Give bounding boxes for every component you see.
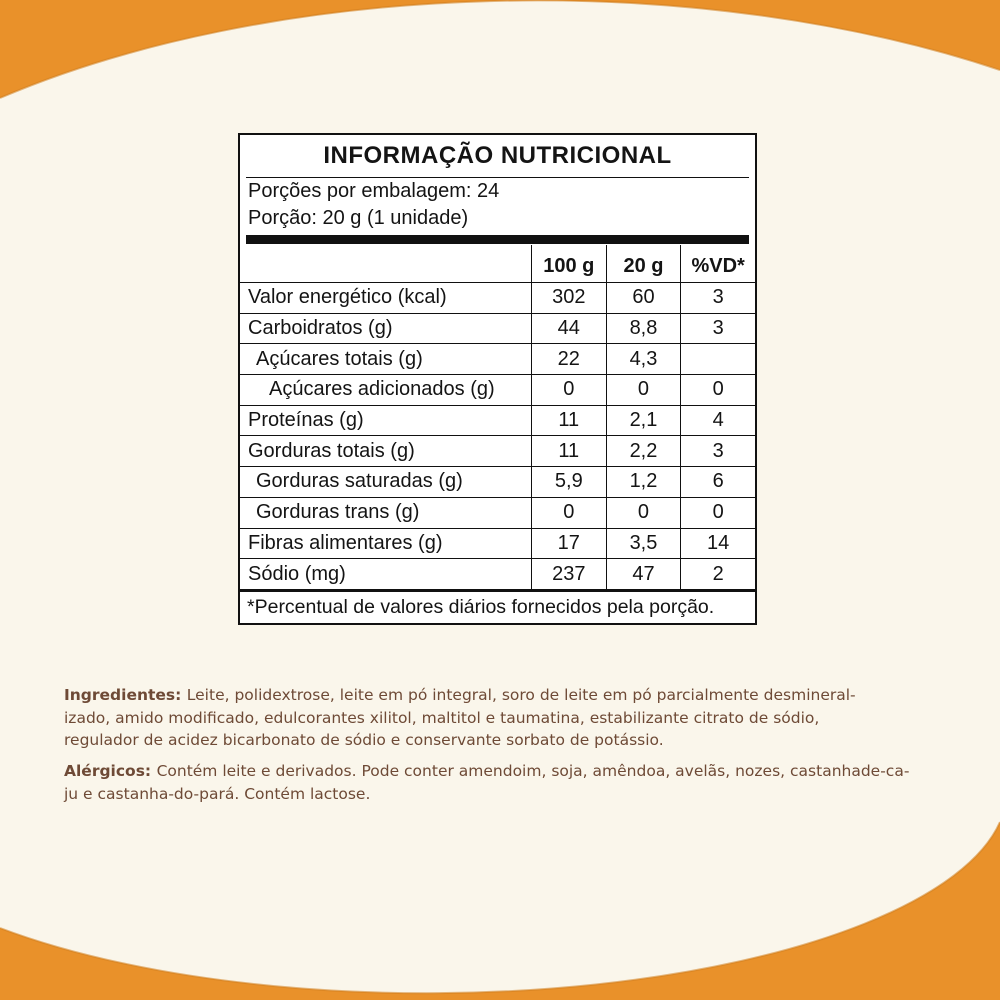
value-per-portion: 0 [606,375,681,405]
ingredients-heading: Ingredientes: [64,686,182,704]
value-percent-dv: 14 [680,529,755,559]
value-per-100g: 11 [531,406,606,436]
value-percent-dv: 0 [680,375,755,405]
nutrient-name: Açúcares adicionados (g) [269,378,495,401]
top-orange-wave [0,0,1000,98]
value-per-portion: 60 [606,283,681,313]
allergens-heading: Alérgicos: [64,762,152,780]
panel-title: INFORMAÇÃO NUTRICIONAL [323,142,672,169]
value-per-100g: 11 [531,436,606,466]
ingredients-line: regulador de acidez bicarbonato de sódio e conservante sorbato de potássio. [64,731,664,749]
value-percent-dv: 4 [680,406,755,436]
servings-per-package: Porções por embalagem: 24 [248,180,500,202]
nutrient-name: Fibras alimentares (g) [248,531,443,554]
value-per-portion: 2,2 [606,436,681,466]
ingredients-line [64,684,856,707]
ingredients-paragraph [64,684,856,752]
allergens-line [64,760,909,783]
nutrient-row [240,558,755,589]
value-per-100g: 302 [531,283,606,313]
header-empty-cell [240,245,531,282]
header-per-portion: 20 g [606,245,681,282]
nutrient-name: Açúcares totais (g) [256,347,423,370]
nutrient-name: Sódio (mg) [248,562,346,585]
value-percent-dv [680,344,755,374]
nutrient-row [240,497,755,528]
dv-footnote: *Percentual de valores diários fornecidos pela porção. [240,589,755,619]
allergens-line: ju e castanha-do-pará. Contém lactose. [64,784,371,803]
value-per-100g: 22 [531,344,606,374]
value-per-portion: 3,5 [606,529,681,559]
nutrient-row [240,282,755,313]
nutrient-name: Valor energético (kcal) [248,286,447,309]
value-per-100g: 237 [531,559,606,589]
table-header-row [240,245,755,282]
value-percent-dv: 0 [680,498,755,528]
value-percent-dv: 6 [680,467,755,497]
value-per-100g: 17 [531,529,606,559]
nutrient-row [240,343,755,374]
nutrient-row [240,313,755,344]
value-per-100g: 44 [531,314,606,344]
thick-divider-bar [246,235,749,244]
value-per-portion: 4,3 [606,344,681,374]
allergens-paragraph [64,760,909,805]
nutrient-name: Proteínas (g) [248,409,364,432]
nutrient-name: Carboidratos (g) [248,317,393,340]
nutrition-facts-panel [238,133,757,625]
allergens-text: Contém leite e derivados. Pode conter amendoim, soja, amêndoa, avelãs, nozes, castanhade-ca- [156,762,910,780]
serving-size: Porção: 20 g (1 unidade) [248,207,469,229]
value-percent-dv: 3 [680,436,755,466]
nutrient-table [240,245,755,589]
ingredients-text: Leite, polidextrose, leite em pó integral, soro de leite em pó parcialmente desmineral- [186,686,856,704]
value-per-portion: 2,1 [606,406,681,436]
value-percent-dv: 3 [680,283,755,313]
bottom-orange-wave [0,822,1000,1000]
nutrient-row [240,374,755,405]
value-per-portion: 8,8 [606,314,681,344]
nutrient-row [240,435,755,466]
value-percent-dv: 2 [680,559,755,589]
header-percent-dv: %VD* [680,245,755,282]
value-per-portion: 0 [606,498,681,528]
nutrient-row [240,466,755,497]
header-per-100g: 100 g [531,245,606,282]
nutrient-name: Gorduras trans (g) [256,501,420,524]
nutrient-name: Gorduras totais (g) [248,439,415,462]
nutrient-row [240,405,755,436]
nutrient-name: Gorduras saturadas (g) [256,470,463,493]
value-per-100g: 0 [531,375,606,405]
value-per-100g: 5,9 [531,467,606,497]
value-per-portion: 1,2 [606,467,681,497]
value-percent-dv: 3 [680,314,755,344]
ingredients-line: izado, amido modificado, edulcorantes xilitol, maltitol e taumatina, estabilizante citrato de sódio, [64,708,820,727]
value-per-100g: 0 [531,498,606,528]
nutrient-row [240,528,755,559]
value-per-portion: 47 [606,559,681,589]
